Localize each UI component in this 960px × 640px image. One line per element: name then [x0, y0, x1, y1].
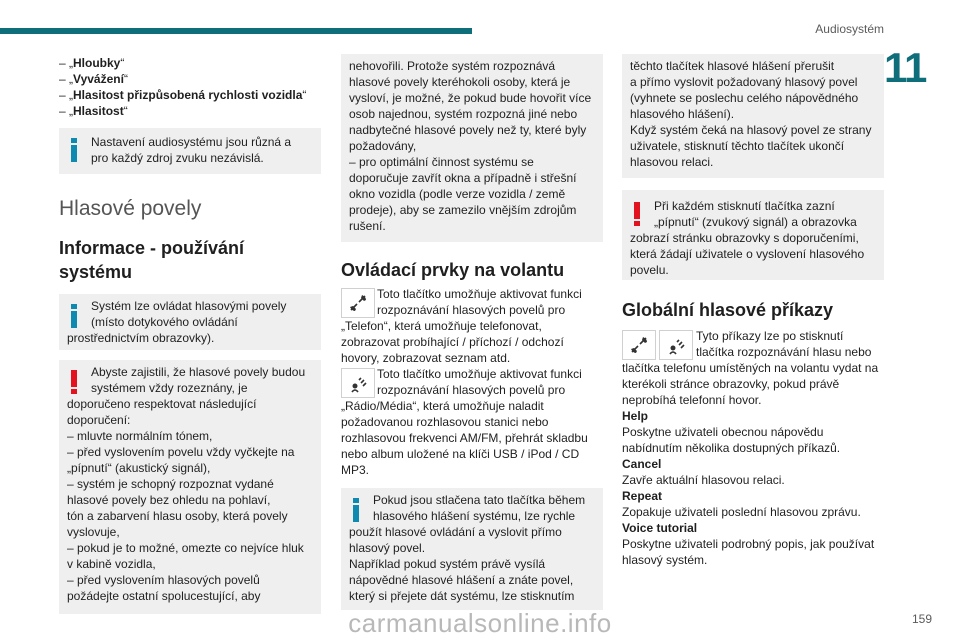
column-2 — [341, 54, 603, 610]
list-item: – „Vyvážení“ — [59, 72, 128, 86]
header-accent-bar — [0, 28, 472, 34]
command-name: Voice tutorial — [622, 521, 698, 535]
warning-icon — [634, 202, 640, 226]
column-3 — [622, 54, 884, 568]
command-name: Repeat — [622, 489, 663, 503]
global-commands-intro: Tyto příkazy lze po stisknutí tlačítka rozpoznávání hlasu nebo tlačítka telefonu umístěných na volantu vydat na kterékoli stránce obrazovky, pokud právě neprobíhá telefonní hovor. — [622, 329, 879, 407]
list-item: – „Hlasitost přizpůsobená rychlosti vozidla“ — [59, 88, 307, 102]
voice-icon — [659, 330, 693, 360]
command-name: Cancel — [622, 457, 662, 471]
warning-box: Abyste zajistili, že hlasové povely budou systémem vždy rozeznány, je doporučeno respektovat následující doporučení: – mluvte normálním tónem, – před vyslovením povelu vždy vyčkejte na „pípnutí“ (akustický signál), – systém je schopný rozpoznat vydané hlasové povely bez ohledu na pohlaví, tón a zabarvení hlasu osoby, která povely vyslovuje, – pokud je to možné, omezte co nejvíce hluk v kabině vozidla, – před vyslovením hlasových povelů požádejte ostatní spolucestující, aby — [59, 360, 321, 614]
info-box: Pokud jsou stlačena tato tlačítka během hlasového hlášení systému, lze rychle použít hlasové ovládání a vyslovit přímo hlasový povel. Například pokud systém právě vysílá nápovědné hlasové hlášení a znáte povel, který si přejete dát systému, lze stisknutím — [341, 488, 603, 610]
watermark: carmanualsonline.info — [348, 608, 612, 638]
page-number: 159 — [911, 612, 932, 626]
phone-icon — [622, 330, 656, 360]
warning-box: Při každém stisknutí tlačítka zazní „pípnutí“ (zvukový signál) a obrazovka zobrazí stránku obrazovky s doporučeními, která žádají uživatele o vyslovení hlasového povelu. — [622, 190, 884, 280]
voice-icon — [341, 368, 375, 398]
info-icon — [353, 498, 359, 522]
list-item: – „Hloubky“ — [59, 56, 125, 70]
info-box-continued: těchto tlačítek hlasové hlášení přerušit a přímo vyslovit požadovaný hlasový povel (vyhnete se poslechu celého nápovědného hlasového hlášení). Když systém čeká na hlasový povel ze strany uživatele, stisknutí těchto tlačítek ukončí hlasovou relaci. — [622, 54, 884, 178]
warning-box-continued: nehovořili. Protože systém rozpoznává hlasové povely kteréhokoli osoby, která je vysloví, je možné, že pokud bude hovořit více osob najednou, systém rozpozná jiné nebo nadbytečné hlasové povely než ty, které byly požadovány, – pro optimální činnost systému se doporučuje zavřít okna a případně i střešní okno vozidla (podle verze vozidla / země prodeje), aby se zamezilo vnějším zdrojům rušení. — [341, 54, 603, 242]
section-title: Ovládací prvky na volantu — [341, 260, 565, 280]
warning-icon — [71, 370, 77, 394]
info-box: Nastavení audiosystému jsou různá a pro každý zdroj zvuku nezávislá. — [59, 128, 321, 174]
info-box: Systém lze ovládat hlasovými povely (místo dotykového ovládání prostřednictvím obrazovky). — [59, 294, 321, 350]
command-cancel: Cancel Zavře aktuální hlasovou relaci. — [622, 456, 884, 488]
section-title: Globální hlasové příkazy — [622, 300, 834, 320]
phone-icon — [341, 288, 375, 318]
list-item: – „Hlasitost“ — [59, 104, 128, 118]
header-title: Audiosystém — [815, 22, 884, 36]
voice-button-paragraph: Toto tlačítko umožňuje aktivovat funkci rozpoznávání hlasových povelů pro „Rádio/Média“, která umožňuje naladit požadovanou rozhlasovou stanici nebo rozhlasovou frekvenci AM/FM, přehrát skladbu nebo album uložené na klíči USB / iPod / CD MP3. — [341, 367, 588, 477]
section-title: Hlasové povely — [59, 197, 202, 220]
chapter-number: 11 — [884, 44, 927, 91]
subsection-title: Informace - používání systému — [59, 238, 245, 282]
info-icon — [71, 304, 77, 328]
command-name: Help — [622, 409, 649, 423]
command-repeat: Repeat Zopakuje uživateli poslední hlasovou zprávu. — [622, 488, 884, 520]
column-1 — [59, 54, 321, 614]
phone-button-paragraph: Toto tlačítko umožňuje aktivovat funkci rozpoznávání hlasových povelů pro „Telefon“, která umožňuje telefonovat, zobrazovat probíhající / příchozí / odchozí hovory, zobrazovat seznam atd. — [341, 287, 582, 365]
command-help: Help Poskytne uživateli obecnou nápovědu nabídnutím několika dostupných příkazů. — [622, 408, 884, 456]
command-voice-tutorial: Voice tutorial Poskytne uživateli podrobný popis, jak používat hlasový systém. — [622, 520, 884, 568]
info-icon — [71, 138, 77, 162]
settings-list — [59, 55, 321, 119]
